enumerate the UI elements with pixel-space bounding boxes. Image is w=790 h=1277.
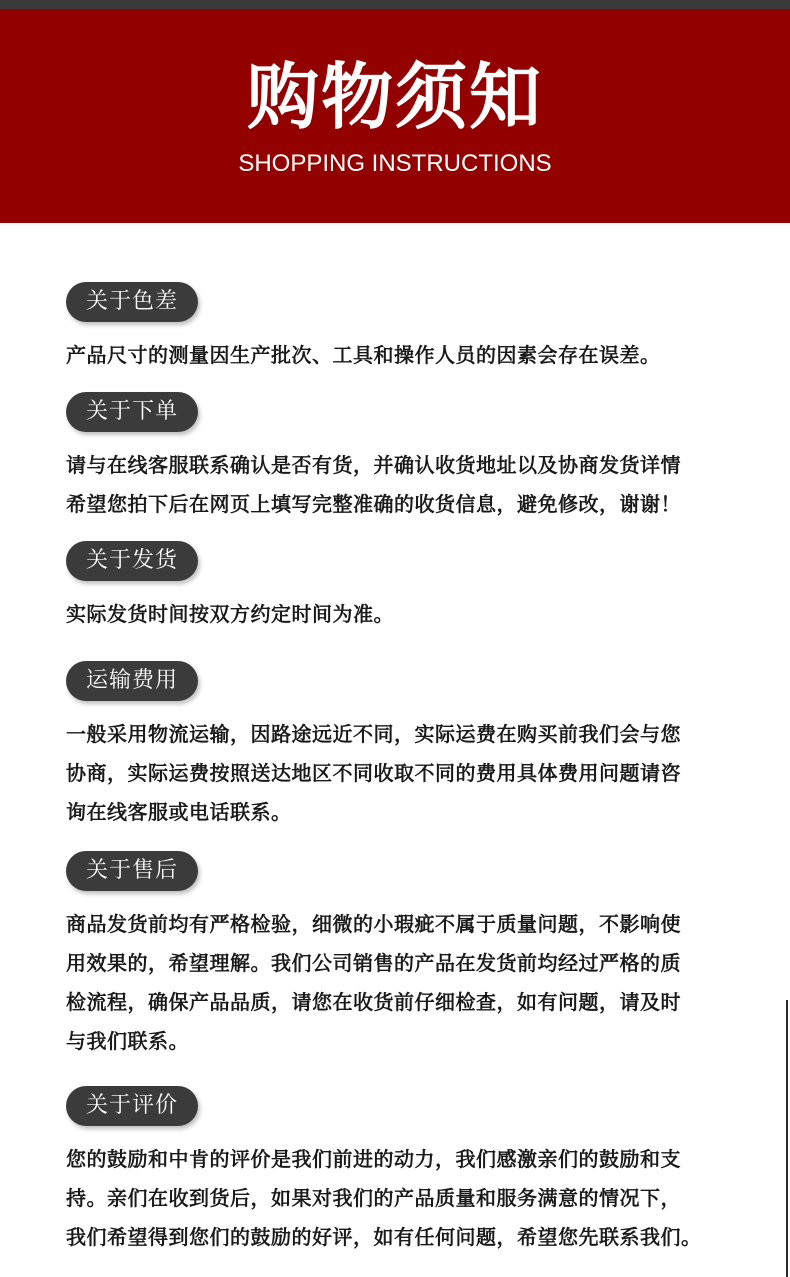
text-line: 一般采用物流运输，因路途远近不同，实际运费在购买前我们会与您: [66, 722, 681, 746]
text-line: 持。亲们在收到货后，如果对我们的产品质量和服务满意的情况下，: [66, 1186, 681, 1210]
text-line: 产品尺寸的测量因生产批次、工具和操作人员的因素会存在误差。: [66, 343, 661, 367]
page-subtitle: SHOPPING INSTRUCTIONS: [238, 150, 552, 177]
section-text: [66, 446, 766, 524]
text-line: 实际发货时间按双方约定时间为准。: [66, 602, 394, 626]
text-line: 询在线客服或电话联系。: [66, 800, 292, 824]
text-line: 您的鼓励和中肯的评价是我们前进的动力，我们感激亲们的鼓励和支: [66, 1147, 681, 1171]
header-banner: [0, 9, 790, 223]
text-line: 检流程，确保产品品质，请您在收货前仔细检查，如有问题，请及时: [66, 990, 681, 1014]
section-heading: 关于发货: [66, 541, 198, 581]
section-ordering: [66, 392, 766, 524]
text-line: 请与在线客服联系确认是否有货，并确认收货地址以及协商发货详情: [66, 453, 681, 477]
section-text: [66, 905, 766, 1061]
text-line: 协商，实际运费按照送达地区不同收取不同的费用具体费用问题请咨: [66, 761, 681, 785]
section-text: [66, 1140, 766, 1257]
section-shipping: [66, 541, 766, 634]
section-color-difference: [66, 282, 766, 375]
section-heading: 关于下单: [66, 392, 198, 432]
section-heading: 运输费用: [66, 661, 198, 701]
text-line: 希望您拍下后在网页上填写完整准确的收货信息，避免修改，谢谢！: [66, 492, 681, 516]
section-heading: 关于评价: [66, 1086, 198, 1126]
edge-divider: [786, 1000, 788, 1277]
text-line: 用效果的，希望理解。我们公司销售的产品在发货前均经过严格的质: [66, 951, 681, 975]
page-title: 购物须知: [246, 55, 543, 139]
section-text: [66, 336, 766, 375]
section-heading: 关于售后: [66, 851, 198, 891]
section-shipping-fee: [66, 661, 766, 832]
section-text: [66, 715, 766, 832]
section-heading: 关于色差: [66, 282, 198, 322]
text-line: 我们希望得到您们的鼓励的好评，如有任何问题，希望您先联系我们。: [66, 1225, 702, 1249]
top-strip: [0, 0, 790, 9]
section-text: [66, 595, 766, 634]
section-reviews: [66, 1086, 766, 1257]
section-after-sales: [66, 851, 766, 1061]
text-line: 商品发货前均有严格检验，细微的小瑕疵不属于质量问题，不影响使: [66, 912, 681, 936]
text-line: 与我们联系。: [66, 1029, 189, 1053]
